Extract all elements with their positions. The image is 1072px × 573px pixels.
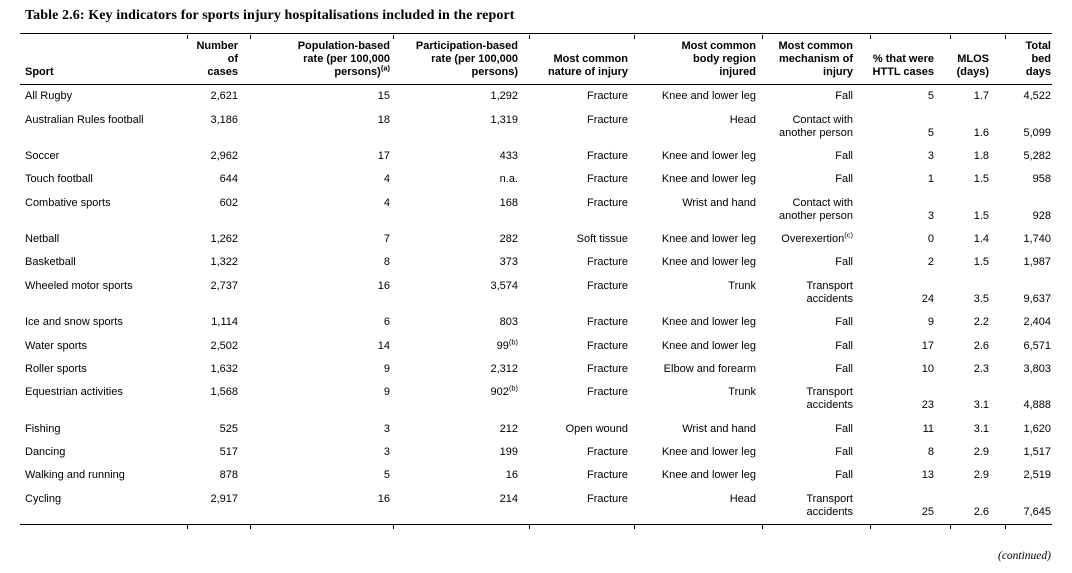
cell-nature: Soft tissue <box>576 233 628 246</box>
cell-mlos: 3.1 <box>973 399 989 412</box>
table-row <box>20 251 1052 274</box>
cell-cases: 602 <box>219 196 238 209</box>
cell-cases: 2,962 <box>210 149 238 162</box>
cell-body_region: Trunk <box>728 279 756 292</box>
cell-mlos: 2.9 <box>973 446 989 459</box>
cell-mlos: 3.5 <box>973 292 989 305</box>
cell-sport: Netball <box>25 233 60 246</box>
cell-pop_rate: 3 <box>383 446 390 459</box>
cell-mlos: 1.5 <box>973 209 989 222</box>
cell-httl: 17 <box>921 339 934 352</box>
cell-bed_days: 958 <box>1032 173 1051 186</box>
column-header-bed_days: Total bed days <box>1005 34 1052 85</box>
cell-body_region: Knee and lower leg <box>661 256 756 269</box>
cell-pop_rate: 3 <box>383 422 390 435</box>
table-row <box>20 418 1052 441</box>
cell-part_rate: 282 <box>499 233 518 246</box>
cell-body_region: Knee and lower leg <box>661 233 756 246</box>
cell-nature: Fracture <box>587 279 628 292</box>
cell-mlos: 1.4 <box>973 233 989 246</box>
cell-nature: Fracture <box>587 173 628 186</box>
table-row <box>20 192 1052 228</box>
column-header-sport: Sport <box>20 34 187 85</box>
cell-nature: Fracture <box>587 339 628 352</box>
cell-httl: 9 <box>927 316 934 329</box>
cell-bed_days: 1,987 <box>1023 256 1051 269</box>
cell-sport: Fishing <box>25 422 61 435</box>
cell-cases: 525 <box>219 422 238 435</box>
cell-mlos: 3.1 <box>973 422 989 435</box>
column-ticks-bottom <box>20 525 1052 530</box>
cell-httl: 3 <box>927 149 934 162</box>
cell-body_region: Trunk <box>728 386 756 399</box>
cell-httl: 13 <box>921 469 934 482</box>
cell-cases: 1,568 <box>210 386 238 399</box>
cell-mechanism: Fall <box>835 316 853 329</box>
cell-body_region: Knee and lower leg <box>661 90 756 103</box>
cell-mechanism: Fall <box>835 149 853 162</box>
cell-sport: Soccer <box>25 149 60 162</box>
table-row <box>20 145 1052 168</box>
cell-httl: 24 <box>921 292 934 305</box>
cell-mlos: 2.2 <box>973 316 989 329</box>
cell-body_region: Head <box>729 492 756 505</box>
cell-cases: 1,114 <box>211 316 238 329</box>
cell-body_region: Elbow and forearm <box>663 362 756 375</box>
cell-part_rate: 902$^{(b)}$ <box>490 383 518 399</box>
cell-sport: Australian Rules football <box>25 113 144 126</box>
cell-pop_rate: 18 <box>377 113 390 126</box>
column-boundary-tick <box>1005 525 1006 529</box>
cell-sport: Ice and snow sports <box>25 316 123 329</box>
column-header-mlos: MLOS (days) <box>950 34 1005 85</box>
cell-pop_rate: 16 <box>377 279 390 292</box>
cell-mechanism: Fall <box>835 339 853 352</box>
table-row <box>20 488 1052 525</box>
cell-mechanism: Fall <box>835 173 853 186</box>
cell-httl: 10 <box>921 362 934 375</box>
cell-sport: Basketball <box>25 256 76 269</box>
cell-cases: 2,737 <box>210 279 238 292</box>
cell-nature: Fracture <box>587 113 628 126</box>
cell-body_region: Wrist and hand <box>682 422 756 435</box>
cell-bed_days: 9,637 <box>1023 292 1051 305</box>
cell-part_rate: 99$^{(b)}$ <box>496 336 518 352</box>
cell-bed_days: 4,522 <box>1023 90 1051 103</box>
cell-sport: All Rugby <box>25 90 73 103</box>
cell-nature: Fracture <box>587 90 628 103</box>
cell-body_region: Knee and lower leg <box>661 149 756 162</box>
cell-nature: Fracture <box>587 316 628 329</box>
cell-nature: Open wound <box>565 422 628 435</box>
cell-cases: 1,322 <box>210 256 238 269</box>
cell-body_region: Knee and lower leg <box>661 339 756 352</box>
column-header-httl: % that were HTTL cases <box>870 34 950 85</box>
header-row <box>20 34 1052 85</box>
column-boundary-tick <box>870 525 871 529</box>
cell-bed_days: 5,282 <box>1023 149 1051 162</box>
cell-httl: 23 <box>921 399 934 412</box>
indicators-table <box>20 33 1052 525</box>
cell-part_rate: n.a. <box>499 173 518 186</box>
cell-httl: 5 <box>927 90 934 103</box>
cell-body_region: Knee and lower leg <box>661 316 756 329</box>
cell-mechanism: Contact with another person <box>779 196 853 222</box>
cell-pop_rate: 7 <box>383 233 390 246</box>
cell-httl: 1 <box>927 173 934 186</box>
table-row <box>20 228 1052 251</box>
cell-mechanism: Contact with another person <box>779 113 853 139</box>
cell-mechanism: Fall <box>835 362 853 375</box>
cell-body_region: Knee and lower leg <box>661 446 756 459</box>
cell-httl: 2 <box>927 256 934 269</box>
cell-pop_rate: 4 <box>383 196 390 209</box>
cell-mechanism: Overexertion$^{(c)}$ <box>781 230 853 246</box>
cell-cases: 1,262 <box>210 233 238 246</box>
cell-mlos: 1.7 <box>973 90 989 103</box>
cell-cases: 517 <box>219 446 238 459</box>
cell-sport: Cycling <box>25 492 62 505</box>
cell-pop_rate: 9 <box>383 362 390 375</box>
column-header-cases: Number of cases <box>187 34 250 85</box>
cell-bed_days: 2,519 <box>1023 469 1051 482</box>
cell-pop_rate: 14 <box>377 339 390 352</box>
cell-mechanism: Fall <box>835 256 853 269</box>
cell-nature: Fracture <box>587 149 628 162</box>
cell-body_region: Knee and lower leg <box>661 469 756 482</box>
cell-bed_days: 6,571 <box>1023 339 1051 352</box>
cell-sport: Combative sports <box>25 196 111 209</box>
table-row <box>20 358 1052 381</box>
cell-part_rate: 16 <box>505 469 518 482</box>
cell-mechanism: Fall <box>835 90 853 103</box>
cell-bed_days: 2,404 <box>1023 316 1051 329</box>
cell-mechanism: Fall <box>835 446 853 459</box>
table-body <box>20 85 1052 525</box>
cell-part_rate: 3,574 <box>490 279 518 292</box>
cell-mlos: 2.6 <box>973 339 989 352</box>
cell-part_rate: 199 <box>499 446 518 459</box>
table-row <box>20 464 1052 487</box>
cell-sport: Equestrian activities <box>25 386 123 399</box>
cell-bed_days: 5,099 <box>1023 126 1051 139</box>
cell-bed_days: 4,888 <box>1023 399 1051 412</box>
cell-cases: 878 <box>219 469 238 482</box>
table-header <box>20 34 1052 85</box>
cell-cases: 1,632 <box>210 362 238 375</box>
cell-sport: Water sports <box>25 339 87 352</box>
column-header-body_region: Most common body region injured <box>634 34 762 85</box>
column-boundary-tick <box>762 525 763 529</box>
column-header-mechanism: Most common mechanism of injury <box>762 34 870 85</box>
table-row <box>20 441 1052 464</box>
column-header-pop_rate: Population-based rate (per 100,000 persons)$^{(a)}$ <box>250 34 393 85</box>
column-boundary-tick <box>634 525 635 529</box>
cell-httl: 5 <box>927 126 934 139</box>
cell-cases: 644 <box>219 173 238 186</box>
cell-pop_rate: 9 <box>383 386 390 399</box>
cell-mlos: 2.3 <box>973 362 989 375</box>
cell-pop_rate: 17 <box>377 149 390 162</box>
cell-sport: Dancing <box>25 446 66 459</box>
cell-pop_rate: 15 <box>377 90 390 103</box>
cell-body_region: Wrist and hand <box>682 196 756 209</box>
cell-pop_rate: 16 <box>377 492 390 505</box>
cell-part_rate: 803 <box>499 316 518 329</box>
cell-httl: 3 <box>927 209 934 222</box>
cell-cases: 3,186 <box>210 113 238 126</box>
column-boundary-tick <box>250 525 251 529</box>
cell-httl: 25 <box>921 505 934 518</box>
cell-cases: 2,502 <box>210 339 238 352</box>
cell-sport: Roller sports <box>25 362 87 375</box>
table-row <box>20 381 1052 417</box>
cell-sport: Touch football <box>25 173 93 186</box>
table-row <box>20 85 1052 109</box>
cell-mechanism: Transport accidents <box>806 492 853 518</box>
cell-part_rate: 214 <box>499 492 518 505</box>
cell-bed_days: 1,740 <box>1023 233 1051 246</box>
cell-mechanism: Transport accidents <box>806 386 853 412</box>
cell-mlos: 2.9 <box>973 469 989 482</box>
cell-sport: Walking and running <box>25 469 125 482</box>
cell-pop_rate: 6 <box>383 316 390 329</box>
cell-mechanism: Fall <box>835 422 853 435</box>
cell-part_rate: 1,292 <box>490 90 518 103</box>
table-title: Table 2.6: Key indicators for sports injury hospitalisations included in the report <box>25 8 515 23</box>
cell-bed_days: 1,517 <box>1023 446 1051 459</box>
cell-httl: 11 <box>922 422 934 435</box>
cell-body_region: Head <box>729 113 756 126</box>
cell-body_region: Knee and lower leg <box>661 173 756 186</box>
cell-cases: 2,621 <box>210 90 238 103</box>
cell-bed_days: 1,620 <box>1023 422 1051 435</box>
cell-sport: Wheeled motor sports <box>25 279 133 292</box>
cell-mlos: 1.5 <box>973 173 989 186</box>
table-row <box>20 275 1052 311</box>
cell-nature: Fracture <box>587 362 628 375</box>
column-boundary-tick <box>187 525 188 529</box>
column-boundary-tick <box>529 525 530 529</box>
cell-nature: Fracture <box>587 196 628 209</box>
table-row <box>20 311 1052 334</box>
table-row <box>20 108 1052 144</box>
cell-bed_days: 3,803 <box>1023 362 1051 375</box>
cell-mechanism: Fall <box>835 469 853 482</box>
column-header-part_rate: Participation-based rate (per 100,000 persons) <box>393 34 529 85</box>
cell-mlos: 1.6 <box>973 126 989 139</box>
cell-nature: Fracture <box>587 492 628 505</box>
cell-pop_rate: 5 <box>383 469 390 482</box>
cell-mlos: 1.5 <box>973 256 989 269</box>
cell-part_rate: 1,319 <box>490 113 518 126</box>
cell-mlos: 1.8 <box>973 149 989 162</box>
column-header-nature: Most common nature of injury <box>529 34 634 85</box>
cell-nature: Fracture <box>587 256 628 269</box>
table-container <box>20 33 1052 530</box>
cell-cases: 2,917 <box>210 492 238 505</box>
column-boundary-tick <box>950 525 951 529</box>
cell-bed_days: 7,645 <box>1023 505 1051 518</box>
continued-note: (continued) <box>997 550 1051 562</box>
cell-httl: 0 <box>927 233 934 246</box>
cell-mlos: 2.6 <box>973 505 989 518</box>
column-boundary-tick <box>393 525 394 529</box>
cell-pop_rate: 4 <box>383 173 390 186</box>
cell-nature: Fracture <box>587 386 628 399</box>
cell-pop_rate: 8 <box>383 256 390 269</box>
cell-nature: Fracture <box>587 446 628 459</box>
table-row <box>20 334 1052 357</box>
cell-part_rate: 433 <box>499 149 518 162</box>
cell-bed_days: 928 <box>1032 209 1051 222</box>
cell-httl: 8 <box>927 446 934 459</box>
table-row <box>20 168 1052 191</box>
cell-part_rate: 168 <box>499 196 518 209</box>
cell-part_rate: 373 <box>499 256 518 269</box>
cell-mechanism: Transport accidents <box>806 279 853 305</box>
cell-part_rate: 212 <box>499 422 518 435</box>
cell-nature: Fracture <box>587 469 628 482</box>
cell-part_rate: 2,312 <box>490 362 518 375</box>
